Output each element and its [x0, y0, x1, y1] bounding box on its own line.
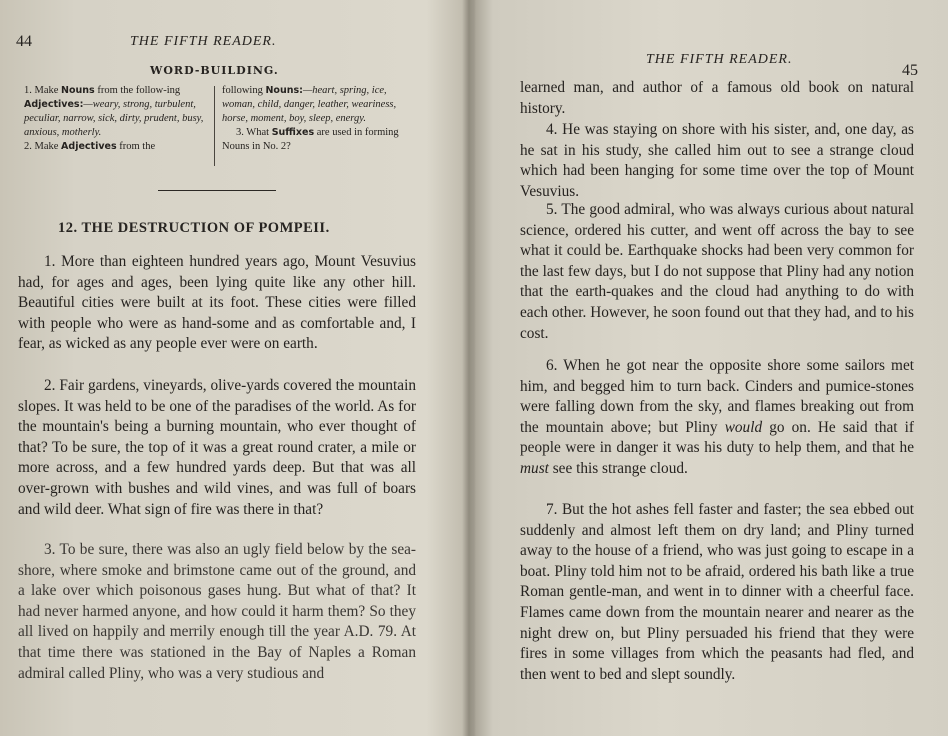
word-building-divider [214, 86, 215, 166]
paragraph-6 [520, 356, 914, 480]
wb-keyword: Adjectives: [24, 99, 84, 110]
paragraph-1: 1. More than eighteen hundred years ago, Mount Vesuvius had, for ages and ages, been lying quite like any other hill. Beautiful cities were built at its foot. These cities were filled with people who were as hand-some and as comfortable and, I fear, as wicked as any people ever were on earth. [18, 253, 416, 353]
running-head-left: THE FIFTH READER. [130, 34, 277, 49]
paragraph-6-emphasis: must [520, 459, 549, 477]
page-number-left: 44 [16, 33, 32, 50]
paragraph-6-text: 6. When he got near the opposite shore some sailors met him, and begged him to turn back. Cinders and pumice-stones were falling down from the sky, and flames breaking out from the mountain above; but Pliny [520, 357, 914, 436]
chapter-title: 12. THE DESTRUCTION OF POMPEII. [58, 220, 330, 236]
word-building-column-1 [24, 84, 208, 154]
wb-text: 2. Make [24, 141, 62, 152]
running-head-right: THE FIFTH READER. [646, 52, 793, 67]
paragraph-continued: learned man, and author of a famous old book on natural history. [520, 79, 914, 117]
paragraph-2: 2. Fair gardens, vineyards, olive-yards covered the mountain slopes. It was held to be one of the paradises of the world. As for the mountain's being a burning mountain, who ever thought of that? To be sure, the top of it was a great round crater, a mile or more across, and a few hundred yards deep. But that was all over-grown with bushes and wild vines, and was full of boars and wild deer. What sign of fire was there in that? [18, 377, 416, 518]
paragraph-6-text: see this strange cloud. [548, 459, 688, 477]
paragraph-5: 5. The good admiral, who was always curious about natural science, ordered his cutter, and went off across the bay to see what it could be. Earthquake shocks had been very common for the last few days, but I do not suppose that Pliny had any notion that the earth-quakes and the cloud had anything to do with each other. However, he soon found out that they had, and to his cost. [520, 201, 914, 342]
paragraph-4: 4. He was staying on shore with his sister, and, one day, as he sat in his study, she called him out to see a strange cloud which had been hanging for some time over the top of Mount Vesuvius. [520, 121, 914, 200]
section-rule [158, 190, 276, 191]
wb-text: from the [116, 141, 156, 152]
wb-keyword: Nouns [61, 85, 95, 96]
right-page [470, 0, 948, 736]
wb-keyword: Suffixes [271, 127, 315, 138]
wb-keyword: Adjectives [61, 141, 117, 152]
wb-text: from the follow-ing [94, 85, 181, 96]
wb-text: are used in forming Nouns in No. 2? [222, 127, 399, 152]
left-page [0, 0, 468, 736]
wb-text: 3. What [236, 127, 272, 138]
paragraph-7: 7. But the hot ashes fell faster and faster; the sea ebbed out suddenly and almost left them on dry land; and Pliny turned away to the house of a friend, who was just going to escape in a boat. Pliny told him not to be afraid, ordered his bath like a true Roman gentle-man, and went in to dinner with a cheerful face. Flames came down from the mountain nearer and nearer as the night drew on, but Pliny persuaded his friend that they were fires in some villages from which the peasants had fled, and then went to bed and slept soundly. [520, 501, 914, 683]
paragraph-6-text: go on. He said that if people were in danger it was his duty to help them, and that he [520, 418, 915, 457]
word-building-title: WORD-BUILDING. [150, 64, 279, 77]
word-building-column-2 [222, 84, 418, 154]
wb-text: 1. Make [24, 85, 62, 96]
wb-keyword: Nouns: [265, 85, 303, 96]
wb-word-list: —weary, strong, turbulent, peculiar, narrow, sick, dirty, prudent, busy, anxious, motherly. [24, 99, 204, 138]
page-number-right: 45 [902, 62, 918, 79]
wb-word-list: —heart, spring, ice, woman, child, danger, leather, weariness, horse, moment, boy, sleep, energy. [222, 85, 397, 124]
paragraph-6-emphasis: would [724, 418, 763, 436]
paragraph-3: 3. To be sure, there was also an ugly field below by the sea-shore, where smoke and brimstone came out of the ground, and a lake over which poisonous gases hung. But what of that? It had never harmed anyone, and how could it harm them? So they all lived on happily and merrily enough till the year A.D. 79. At that time there was stationed in the Bay of Naples a Roman admiral called Pliny, who was a very studious and [18, 541, 416, 682]
wb-text: following [222, 85, 266, 96]
